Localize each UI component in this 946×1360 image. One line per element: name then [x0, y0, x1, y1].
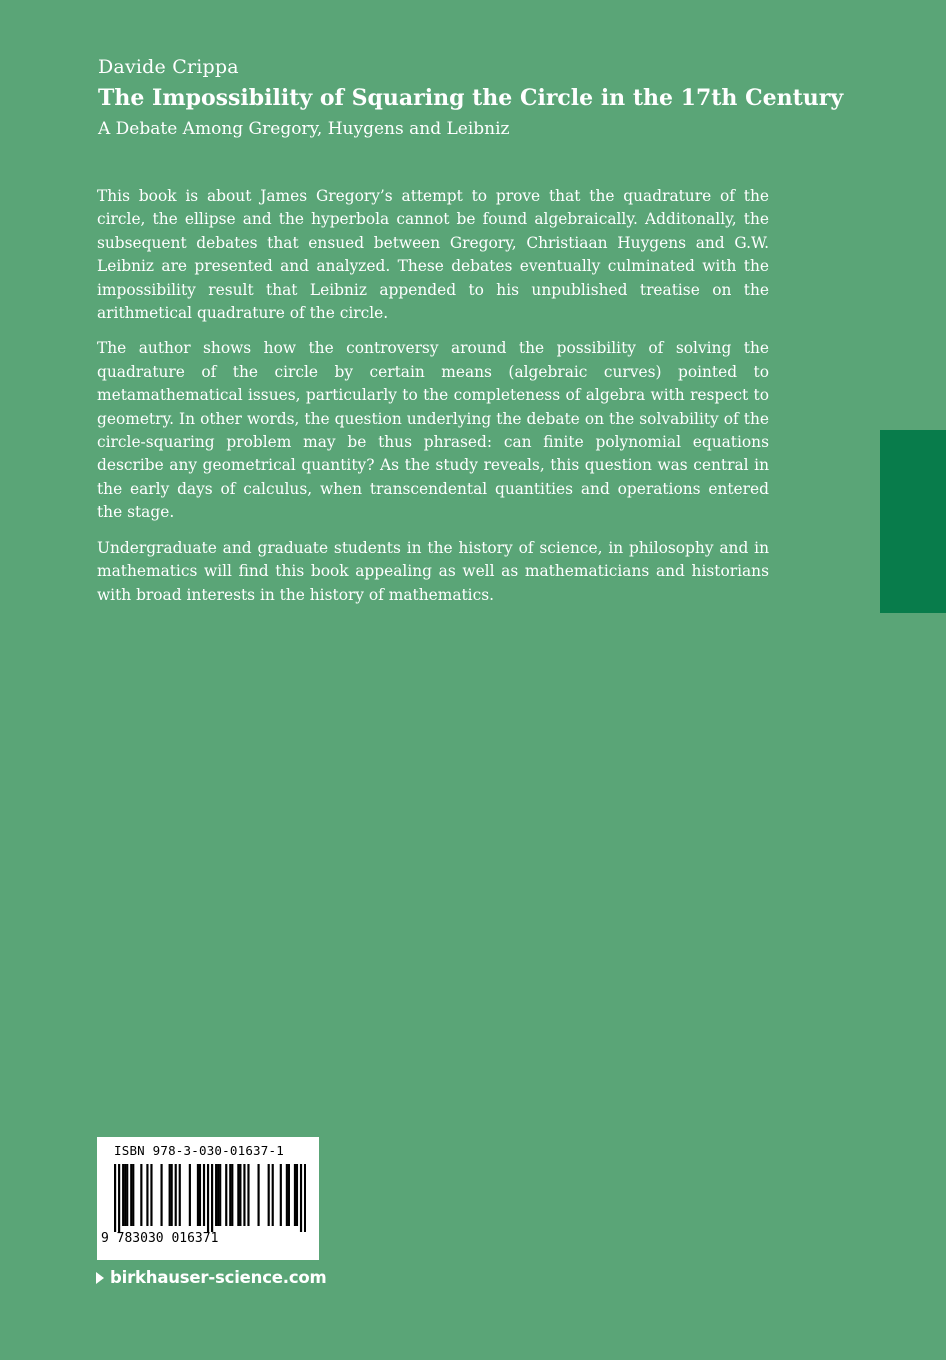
isbn-label: ISBN 978-3-030-01637-1	[114, 1143, 284, 1158]
barcode-bar	[199, 1164, 201, 1226]
blurb-paragraph-1: This book is about James Gregory’s attempt to prove that the quadrature of the circle, the ellipse and the hyperbola cannot be found algebraically. Additonally, the subsequent debates that ensued between Gregory, Christiaan Huygens and G.W. Leibniz are presented and analyzed. These debates eventually culminated with the impossibility result that Leibniz appended to his unpublished treatise on the arithmetical quadrature of the circle.	[97, 187, 769, 323]
barcode-bar	[304, 1164, 306, 1232]
barcode-bar	[124, 1164, 126, 1226]
author-name: Davide Crippa	[98, 56, 239, 78]
barcode-bar	[286, 1164, 288, 1226]
barcode-bar	[294, 1164, 296, 1226]
barcode-bar	[146, 1164, 148, 1226]
book-subtitle: A Debate Among Gregory, Huygens and Leibniz	[98, 119, 510, 139]
barcode-bar	[296, 1164, 298, 1226]
barcode-bar	[257, 1164, 259, 1226]
barcode-bar	[211, 1164, 213, 1232]
barcode-bar	[114, 1164, 116, 1232]
barcode-bar	[189, 1164, 191, 1226]
blurb-paragraph-2: The author shows how the controversy around the possibility of solving the quadrature of the circle by certain means (algebraic curves) pointed to metamathematical issues, particularly to the completeness of algebra with respect to geometry. In other words, the question underlying the debate on the solvability of the circle-squaring problem may be thus phrased: can finite polynomial equations describe any geometrical quantity? As the study reveals, this question was central in the early days of calculus, when transcendental quantities and operations entered the stage.	[97, 339, 769, 522]
barcode-bar	[247, 1164, 249, 1226]
barcode-bar	[140, 1164, 142, 1226]
barcode-bar	[203, 1164, 205, 1226]
barcode-bar	[300, 1164, 302, 1232]
barcode-bar	[160, 1164, 162, 1226]
book-title: The Impossibility of Squaring the Circle in the 17th Century	[98, 85, 844, 111]
barcode-bar	[215, 1164, 217, 1226]
barcode-digits: 9 783030 016371	[101, 1231, 219, 1246]
spine-color-tab	[880, 430, 946, 613]
barcode-bar	[150, 1164, 152, 1226]
barcode-bar	[171, 1164, 173, 1226]
barcode-bar	[118, 1164, 120, 1232]
barcode-bar	[219, 1164, 221, 1226]
barcode-bar	[243, 1164, 245, 1226]
barcode-bar	[225, 1164, 227, 1226]
barcode-bar	[132, 1164, 134, 1226]
arrow-right-icon	[95, 1272, 105, 1284]
barcode	[114, 1164, 306, 1232]
barcode-bar	[175, 1164, 177, 1226]
barcode-bar	[217, 1164, 219, 1226]
barcode-box	[97, 1137, 319, 1260]
barcode-bar	[288, 1164, 290, 1226]
barcode-bar	[268, 1164, 270, 1226]
barcode-bar	[237, 1164, 239, 1226]
barcode-bar	[229, 1164, 231, 1226]
barcode-bar	[272, 1164, 274, 1226]
blurb-paragraph-3: Undergraduate and graduate students in the history of science, in philosophy and in mathematics will find this book appealing as well as mathematicians and historians with broad interests in the history of mathematics.	[97, 538, 769, 604]
blurb-text	[97, 185, 769, 619]
barcode-bar	[239, 1164, 241, 1226]
barcode-bar	[122, 1164, 124, 1226]
barcode-bar	[130, 1164, 132, 1226]
publisher-link[interactable]	[95, 1268, 327, 1287]
barcode-bar	[280, 1164, 282, 1226]
barcode-bar	[126, 1164, 128, 1226]
publisher-url: birkhauser-science.com	[110, 1268, 327, 1287]
barcode-bar	[169, 1164, 171, 1226]
barcode-bar	[179, 1164, 181, 1226]
barcode-bar	[231, 1164, 233, 1226]
barcode-bar	[197, 1164, 199, 1226]
barcode-bar	[207, 1164, 209, 1232]
